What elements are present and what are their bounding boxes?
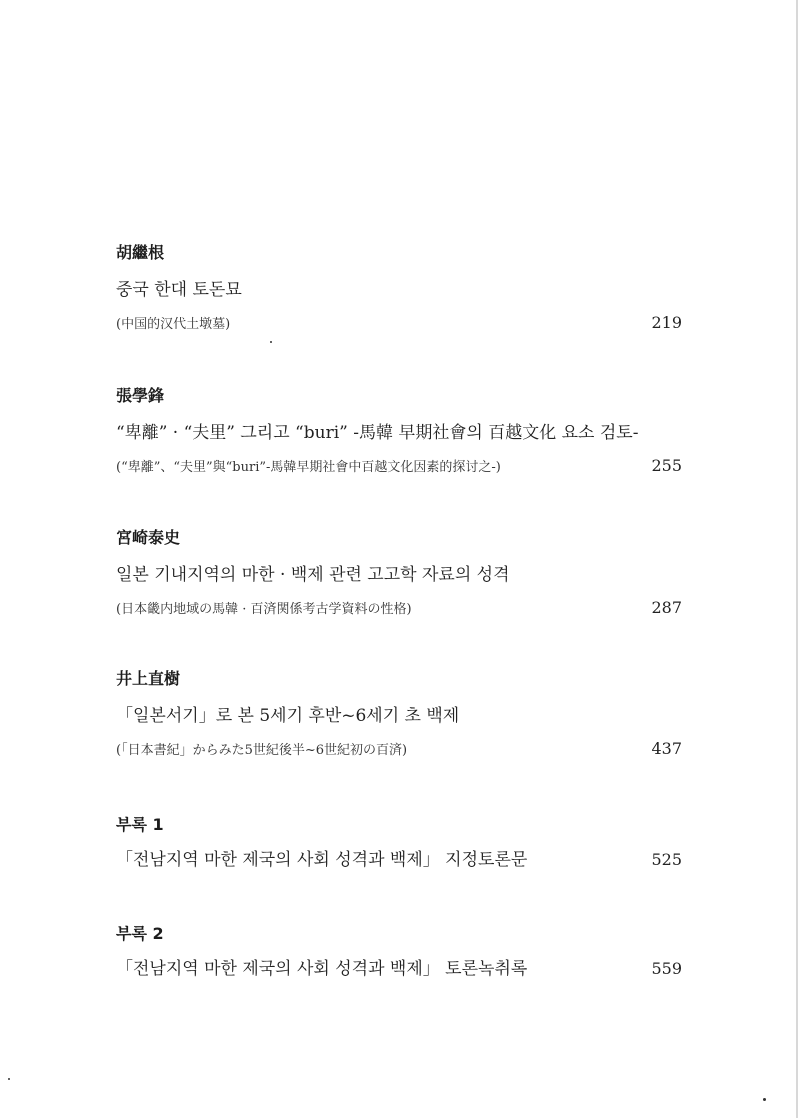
entry-title[interactable]: “卑離” · “夫里” 그리고 “buri” -馬韓 早期社會의 百越文化 요소 검토-	[116, 423, 639, 443]
appendix-page-number[interactable]: 559	[651, 959, 682, 978]
entry-subtitle-row	[116, 598, 682, 620]
appendix-row	[116, 958, 682, 980]
appendix-page-number[interactable]: 525	[651, 850, 682, 869]
toc-entry-3	[116, 528, 682, 620]
entry-subtitle: (中国的汉代土墩墓)	[116, 317, 231, 332]
entry-page-number[interactable]: 287	[651, 598, 682, 617]
entry-subtitle-row	[116, 313, 682, 335]
entry-title[interactable]: 「일본서기」로 본 5세기 후반~6세기 초 백제	[116, 706, 460, 726]
toc-entry-4	[116, 669, 682, 761]
appendix-title[interactable]: 「전남지역 마한 제국의 사회 성격과 백제」 지정토론문	[116, 850, 528, 870]
toc-entry-1	[116, 243, 682, 335]
toc-entry-2	[116, 386, 682, 478]
entry-subtitle-row	[116, 456, 682, 478]
entry-subtitle: (“卑離”、“夫里”與“buri”-馬韓早期社會中百越文化因素的探讨之-)	[116, 460, 501, 475]
scan-speck	[270, 341, 272, 343]
entry-page-number[interactable]: 437	[651, 739, 682, 758]
entry-title[interactable]: 일본 기내지역의 마한 · 백제 관련 고고학 자료의 성격	[116, 565, 510, 585]
entry-author: 張學鋒	[116, 386, 165, 405]
entry-author: 胡繼根	[116, 243, 165, 262]
appendix-title[interactable]: 「전남지역 마한 제국의 사회 성격과 백제」 토론녹취록	[116, 959, 528, 979]
scan-speck	[8, 1078, 10, 1080]
entry-author: 井上直樹	[116, 669, 181, 688]
appendix-1	[116, 815, 682, 871]
appendix-2	[116, 924, 682, 980]
page-edge-line	[796, 0, 798, 1118]
entry-page-number[interactable]: 255	[651, 456, 682, 475]
entry-subtitle: (「日本書紀」からみた5世紀後半~6世紀初の百済)	[116, 743, 408, 758]
appendix-label: 부록 1	[116, 815, 164, 834]
entry-subtitle-row	[116, 739, 682, 761]
entry-author: 宮崎泰史	[116, 528, 181, 547]
entry-title[interactable]: 중국 한대 토돈묘	[116, 280, 242, 300]
scan-speck	[763, 1098, 766, 1101]
entry-page-number[interactable]: 219	[651, 313, 682, 332]
appendix-row	[116, 849, 682, 871]
appendix-label: 부록 2	[116, 924, 164, 943]
entry-subtitle: (日本畿内地域の馬韓 · 百済関係考古学資料の性格)	[116, 602, 412, 617]
